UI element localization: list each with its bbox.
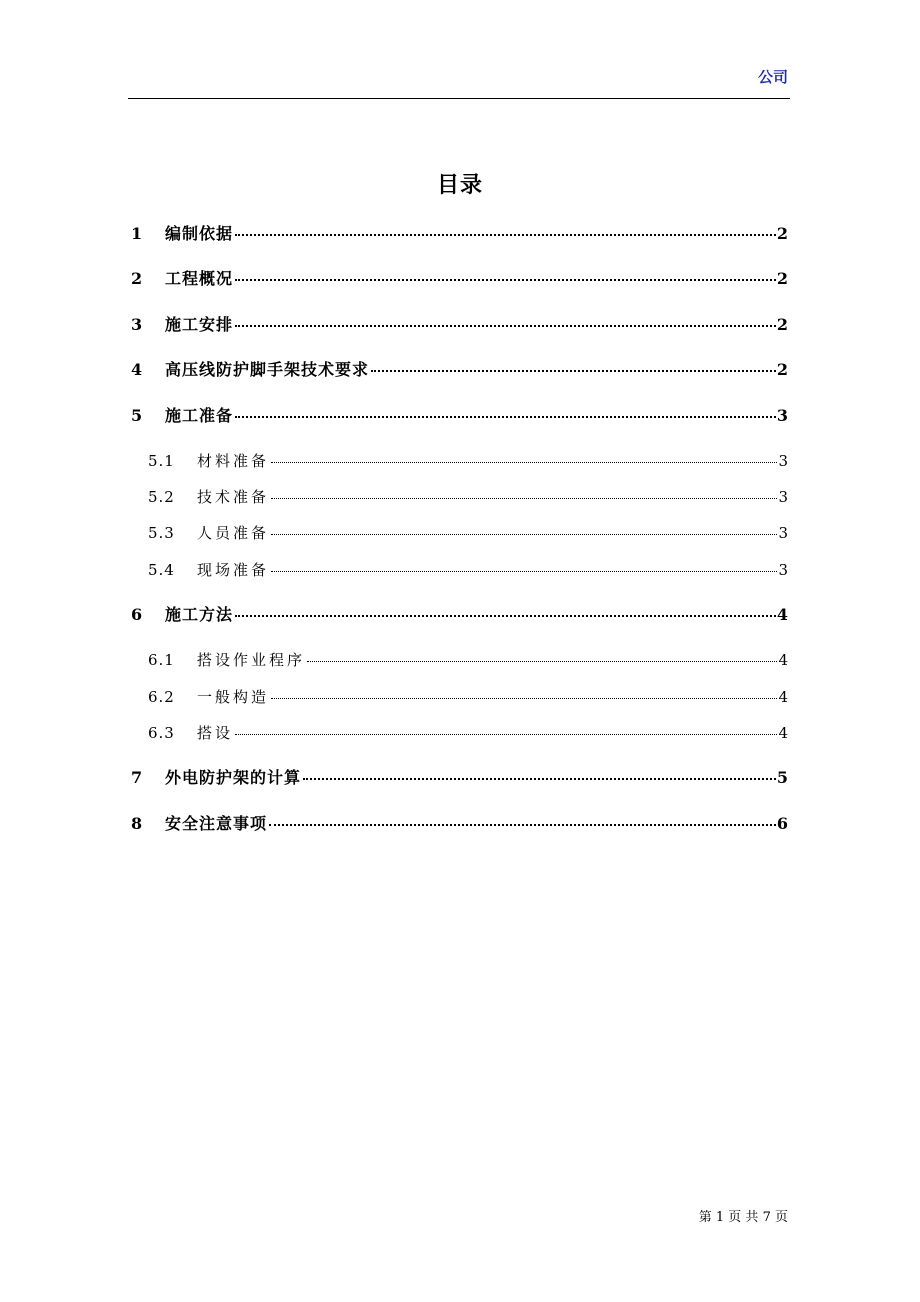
footer-total-pages: 7 — [762, 1210, 771, 1225]
toc-dot-leader — [235, 614, 776, 617]
toc-entry-number: 6.1 — [148, 651, 175, 669]
toc-entry-number: 4 — [131, 360, 143, 379]
toc-dot-leader — [303, 777, 776, 780]
toc-entry-label: 编制依据 — [165, 224, 234, 243]
toc-entry-6-1[interactable] — [148, 648, 788, 672]
toc-entry-8[interactable] — [131, 812, 788, 836]
toc-entry-6-2[interactable] — [148, 685, 788, 709]
toc-entry-number: 5.2 — [148, 488, 175, 506]
toc-entry-page: 3 — [778, 488, 788, 506]
toc-entry-number: 6.2 — [148, 688, 175, 706]
toc-entry-5-2[interactable] — [148, 485, 788, 509]
toc-dot-leader — [271, 533, 777, 535]
footer-middle: 页 共 — [728, 1210, 759, 1225]
toc-entry-number: 1 — [131, 224, 143, 243]
toc-entry-page: 4 — [776, 605, 788, 624]
footer-suffix: 页 — [774, 1210, 788, 1225]
toc-entry-5-4[interactable] — [148, 558, 788, 582]
toc-dot-leader — [269, 823, 776, 826]
toc-dot-leader — [235, 233, 776, 236]
toc-entry-3[interactable] — [131, 313, 788, 337]
toc-entry-label: 施工方法 — [165, 605, 234, 624]
toc-entry-page: 4 — [778, 688, 788, 706]
toc-entry-label: 搭设 — [197, 724, 234, 742]
toc-dot-leader — [271, 697, 777, 699]
toc-entry-page: 3 — [778, 561, 788, 579]
toc-entry-number: 6 — [131, 605, 143, 624]
header-divider — [128, 98, 790, 99]
toc-entry-6-3[interactable] — [148, 721, 788, 745]
toc-entry-page: 4 — [778, 651, 788, 669]
toc-entry-label: 现场准备 — [197, 561, 270, 579]
toc-entry-page: 3 — [778, 452, 788, 470]
toc-entry-6[interactable] — [131, 603, 788, 627]
toc-entry-number: 8 — [131, 814, 143, 833]
footer-prefix: 第 — [698, 1210, 712, 1225]
toc-entry-1[interactable] — [131, 222, 788, 246]
toc-entry-2[interactable] — [131, 267, 788, 291]
toc-entry-label: 搭设作业程序 — [197, 651, 306, 669]
toc-entry-page: 6 — [776, 814, 788, 833]
toc-entry-page: 5 — [776, 768, 788, 787]
toc-entry-page: 2 — [776, 269, 788, 288]
toc-entry-page: 2 — [776, 360, 788, 379]
toc-dot-leader — [271, 461, 777, 463]
toc-entry-number: 5.4 — [148, 561, 175, 579]
toc-title: 目录 — [436, 173, 483, 198]
toc-entry-label: 技术准备 — [197, 488, 270, 506]
toc-entry-label: 工程概况 — [165, 269, 234, 288]
toc-entry-5-1[interactable] — [148, 449, 788, 473]
toc-entry-number: 5.3 — [148, 524, 175, 542]
toc-entry-label: 高压线防护脚手架技术要求 — [165, 360, 370, 379]
toc-entry-label: 施工安排 — [165, 315, 234, 334]
toc-dot-leader — [371, 369, 776, 372]
toc-dot-leader — [235, 415, 776, 418]
toc-entry-label: 施工准备 — [165, 406, 234, 425]
toc-entry-page: 3 — [778, 524, 788, 542]
toc-entry-number: 7 — [131, 768, 143, 787]
toc-entry-number: 3 — [131, 315, 143, 334]
toc-entry-label: 一般构造 — [197, 688, 270, 706]
footer-page-number — [699, 1206, 788, 1225]
toc-entry-number: 6.3 — [148, 724, 175, 742]
toc-entry-page: 2 — [776, 224, 788, 243]
toc-entry-label: 外电防护架的计算 — [165, 768, 302, 787]
toc-entry-7[interactable] — [131, 766, 788, 790]
toc-dot-leader — [307, 660, 777, 662]
footer-current-page: 1 — [715, 1210, 725, 1225]
toc-dot-leader — [235, 278, 776, 281]
toc-entry-label: 安全注意事项 — [165, 814, 268, 833]
toc-dot-leader — [235, 324, 776, 327]
toc-entry-5[interactable] — [131, 404, 788, 428]
toc-entry-4[interactable] — [131, 358, 788, 382]
toc-entry-5-3[interactable] — [148, 521, 788, 545]
toc-entry-number: 5.1 — [148, 452, 175, 470]
toc-dot-leader — [271, 497, 777, 499]
header-company-name: 公司 — [757, 68, 788, 86]
toc-dot-leader — [271, 570, 777, 572]
toc-entry-label: 人员准备 — [197, 524, 270, 542]
toc-entry-number: 5 — [131, 406, 143, 425]
toc-entry-page: 3 — [776, 406, 788, 425]
toc-entry-page: 2 — [776, 315, 788, 334]
toc-entry-label: 材料准备 — [197, 452, 270, 470]
toc-entry-number: 2 — [131, 269, 143, 288]
toc-dot-leader — [235, 733, 777, 735]
toc-entry-page: 4 — [778, 724, 788, 742]
